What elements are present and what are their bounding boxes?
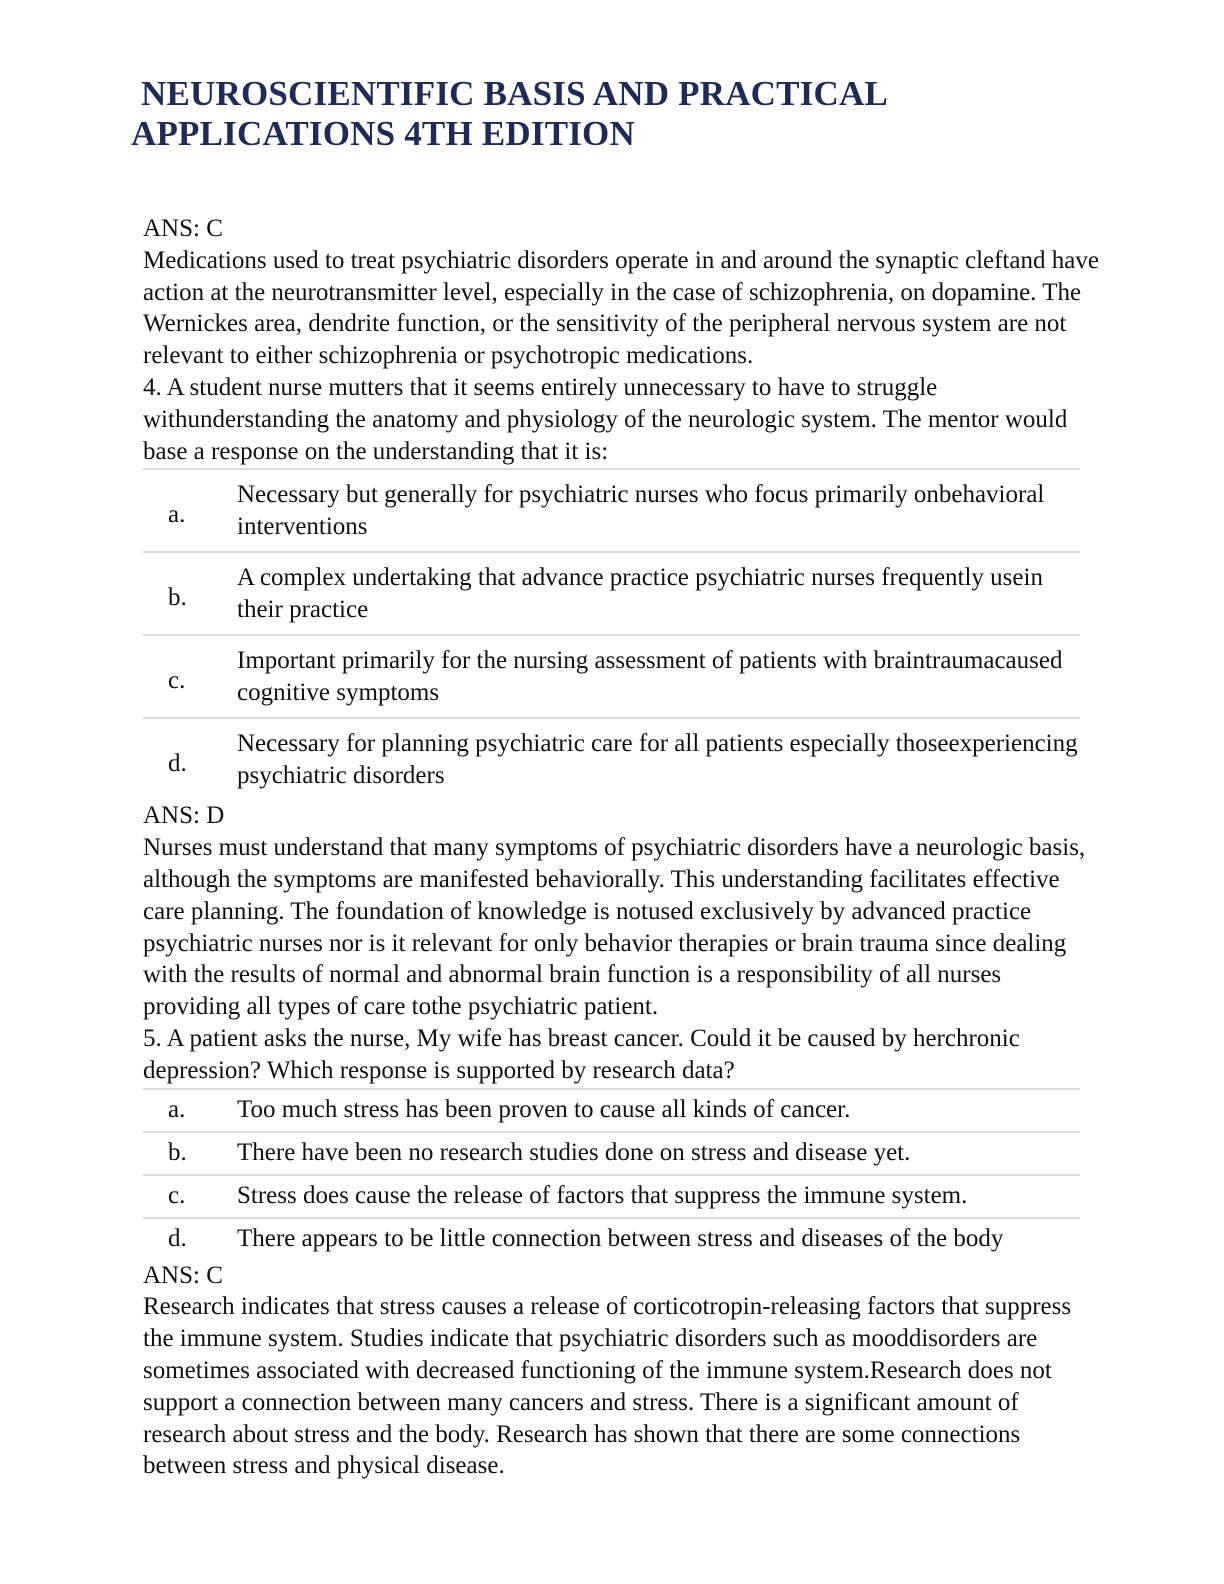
document-title — [131, 74, 888, 154]
option-row — [143, 1089, 1080, 1132]
option-row — [143, 552, 1080, 635]
question-stem: 4. A student nurse mutters that it seems entirely unnecessary to have to struggle withunderstanding the anatomy and physiology of the neurologic system. The mentor would base a response on the understanding that it is: — [143, 373, 1068, 465]
option-letter: c. — [143, 1175, 237, 1218]
option-row — [143, 469, 1080, 552]
option-text: Stress does cause the release of factors that suppress the immune system. — [237, 1175, 1080, 1218]
option-text: There have been no research studies done on stress and disease yet. — [237, 1132, 1080, 1175]
answer-options-table — [143, 468, 1080, 800]
option-letter: b. — [143, 552, 237, 635]
title-line-1: NEUROSCIENTIFIC BASIS AND PRACTICAL — [141, 74, 889, 113]
option-row — [143, 1175, 1080, 1218]
option-letter: a. — [143, 1089, 237, 1132]
option-text: There appears to be little connection between stress and diseases of the body — [237, 1218, 1080, 1260]
answer-label: ANS: D — [143, 802, 225, 830]
document-body — [143, 213, 1103, 1482]
answer-options-table — [143, 1088, 1080, 1260]
rationale-paragraph: Nurses must understand that many symptoms of psychiatric disorders have a neurologic basis, although the symptoms are manifested behaviorally. This understanding facilitates effective care planning. The foundation of knowledge is notused exclusively by advanced practice psychiatric nurses nor is it relevant for only behavior therapies or brain trauma since dealing with the results of normal and abnormal brain function is a responsibility of all nurses providing all types of care tothe psychiatric patient. — [143, 834, 1086, 1021]
option-letter: d. — [143, 718, 237, 800]
option-text: Necessary for planning psychiatric care for all patients especially thoseexperiencing psychiatric disorders — [237, 718, 1080, 800]
option-letter: b. — [143, 1132, 237, 1175]
option-text: Necessary but generally for psychiatric nurses who focus primarily onbehavioral interventions — [237, 469, 1080, 552]
question-stem: 5. A patient asks the nurse, My wife has breast cancer. Could it be caused by herchronic depression? Which response is supported by research data? — [143, 1024, 1020, 1084]
option-row — [143, 635, 1080, 718]
option-letter: c. — [143, 635, 237, 718]
title-line-2: APPLICATIONS 4TH EDITION — [131, 114, 635, 153]
option-letter: a. — [143, 469, 237, 552]
answer-label: ANS: C — [143, 215, 223, 242]
rationale-paragraph: Medications used to treat psychiatric disorders operate in and around the synaptic cleftand have action at the neurotransmitter level, especially in the case of schizophrenia, on dopamine. The Wernickes area, dendrite function, or the sensitivity of the peripheral nervous system are not relevant to either schizophrenia or psychotropic medications. — [143, 246, 1099, 370]
option-text: A complex undertaking that advance practice psychiatric nurses frequently usein their practice — [237, 552, 1080, 635]
option-row — [143, 1218, 1080, 1260]
option-text: Too much stress has been proven to cause all kinds of cancer. — [237, 1089, 1080, 1132]
answer-label: ANS: C — [143, 1261, 223, 1289]
option-row — [143, 1132, 1080, 1175]
option-row — [143, 718, 1080, 800]
rationale-paragraph: Research indicates that stress causes a release of corticotropin-releasing factors that suppress the immune system. Studies indicate that psychiatric disorders such as mooddisorders are sometimes associated with decreased functioning of the immune system.Research does not support a connection between many cancers and stress. There is a significant amount of research about stress and the body. Research has shown that there are some connections between stress and physical disease. — [143, 1293, 1072, 1480]
option-text: Important primarily for the nursing assessment of patients with braintraumacaused cognitive symptoms — [237, 635, 1080, 718]
option-letter: d. — [143, 1218, 237, 1260]
